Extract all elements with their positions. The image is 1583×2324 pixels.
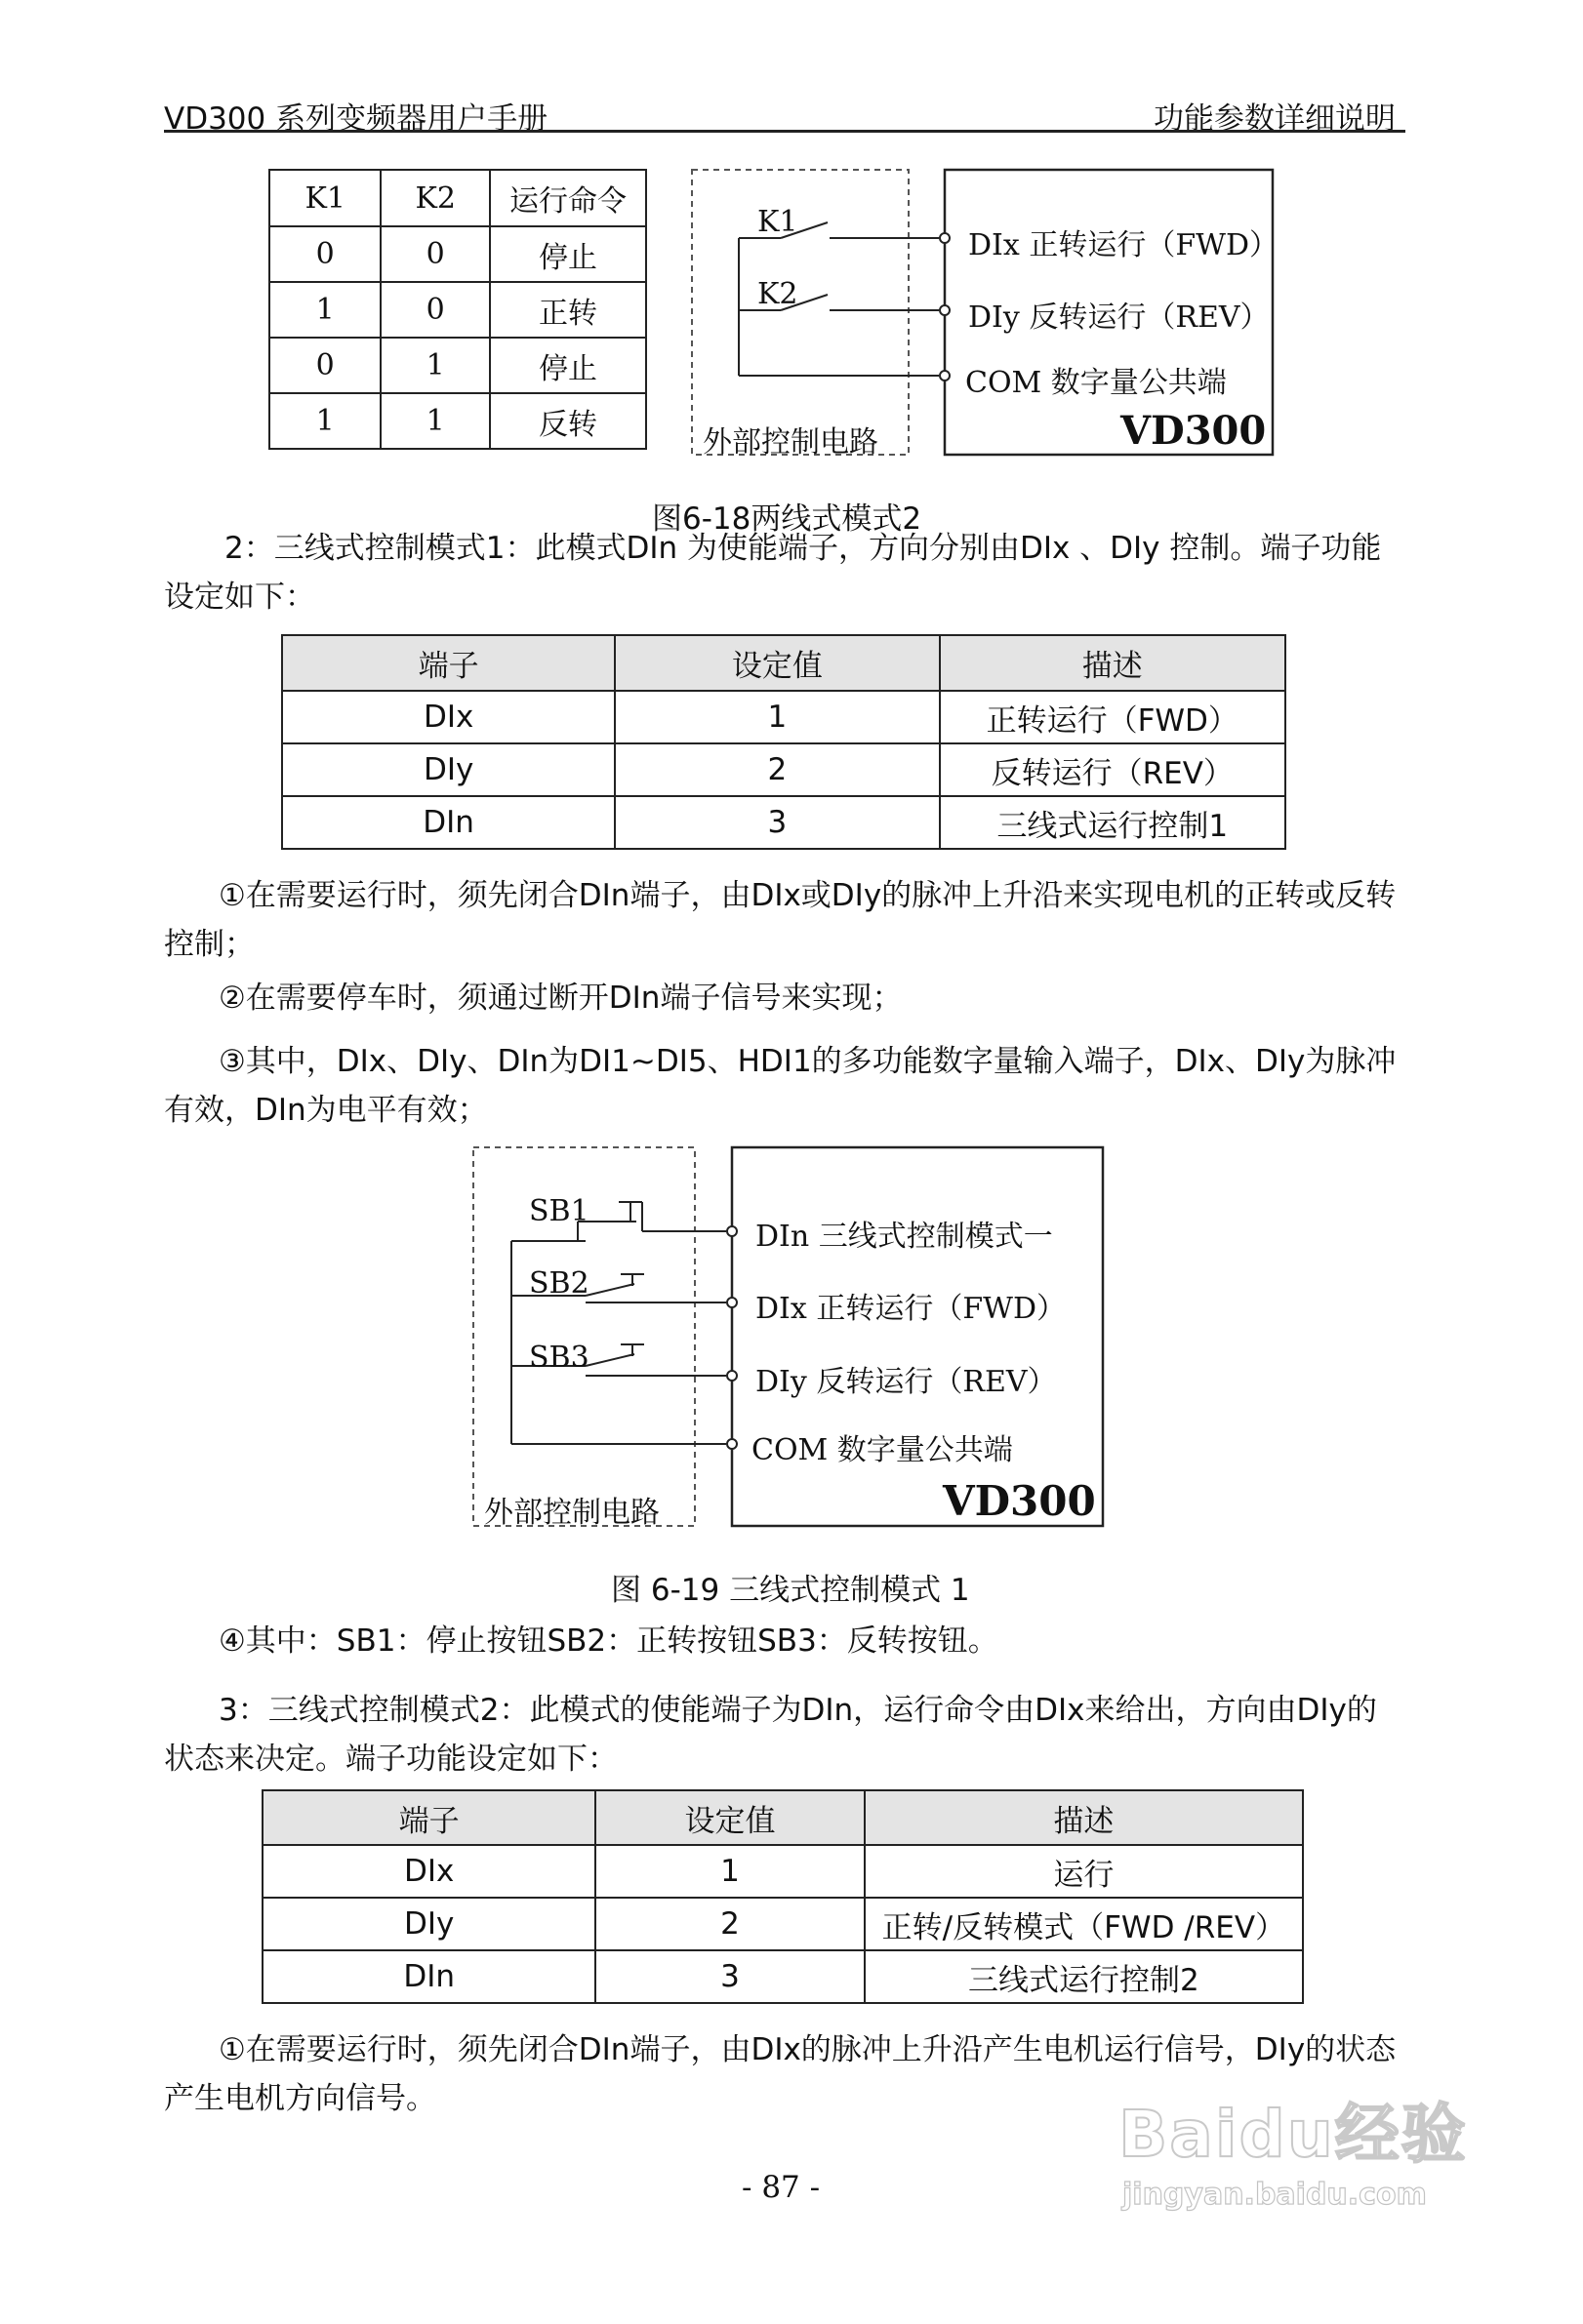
cell: 1	[595, 1845, 864, 1898]
cell: 1	[269, 393, 381, 449]
cell: 正转运行（FWD）	[940, 691, 1285, 743]
terminal-diy: DIy 反转运行（REV）	[968, 301, 1270, 335]
cell: 反转运行（REV）	[940, 743, 1285, 796]
cell: 三线式运行控制1	[940, 796, 1285, 849]
page-number: - 87 -	[742, 2170, 821, 2205]
cell: 正转/反转模式（FWD /REV）	[865, 1898, 1303, 1950]
th-terminal: 端子	[282, 635, 615, 691]
caption-6-18: 图6-18两线式模式2	[652, 501, 922, 537]
brand-label: VD300	[1120, 408, 1267, 454]
th-value: 设定值	[595, 1790, 864, 1845]
k1-label: K1	[757, 205, 798, 239]
note-2: ②在需要停车时，须通过断开DIn端子信号来实现；	[219, 981, 903, 1016]
cell: DIn	[282, 796, 615, 849]
cell: 运行	[865, 1845, 1303, 1898]
external-circuit-label: 外部控制电路	[703, 425, 878, 460]
cell: DIx	[282, 691, 615, 743]
watermark-logo: Baidu经验	[1118, 2097, 1468, 2172]
cell: 2	[595, 1898, 864, 1950]
cell: 停止	[490, 226, 646, 282]
cell: 反转	[490, 393, 646, 449]
th-desc: 描述	[865, 1790, 1303, 1845]
th-terminal: 端子	[263, 1790, 595, 1845]
header-right: 功能参数详细说明	[1154, 101, 1396, 137]
note-4: ④其中：SB1：停止按钮SB2：正转按钮SB3：反转按钮。	[219, 1623, 998, 1659]
cell: DIy	[263, 1898, 595, 1950]
cell: DIn	[263, 1950, 595, 2003]
cell: 0	[381, 282, 489, 338]
cell: 0	[381, 226, 489, 282]
terminal-table-2	[262, 1789, 1304, 2004]
cell: 1	[615, 691, 939, 743]
cell: 0	[269, 338, 381, 393]
terminal-din: DIn 三线式控制模式一	[755, 1220, 1053, 1254]
th-k2: K2	[381, 170, 489, 226]
cell: 停止	[490, 338, 646, 393]
terminal-com: COM 数字量公共端	[751, 1433, 1013, 1467]
note-5: ①在需要运行时，须先闭合DIn端子，由DIx的脉冲上升沿产生电机运行信号，DIy的状态产生电机方向信号。	[164, 2032, 1397, 2116]
k2-label: K2	[757, 277, 798, 311]
th-desc: 描述	[940, 635, 1285, 691]
cell: 0	[269, 226, 381, 282]
terminal-diy: DIy 反转运行（REV）	[755, 1365, 1057, 1399]
note-3: ③其中，DIx、DIy、DIn为DI1~DI5、HDI1的多功能数字量输入端子，DIx、DIy为脉冲有效，DIn为电平有效；	[164, 1044, 1397, 1128]
brand-label: VD300	[943, 1477, 1096, 1525]
external-circuit-label: 外部控制电路	[484, 1496, 660, 1530]
watermark-url: jingyan.baidu.com	[1122, 2178, 1427, 2212]
note-1: ①在需要运行时，须先闭合DIn端子，由DIx或DIy的脉冲上升沿来实现电机的正转或反转控制；	[164, 878, 1397, 962]
cell: DIx	[263, 1845, 595, 1898]
terminal-com: COM 数字量公共端	[965, 366, 1227, 400]
cell: 1	[269, 282, 381, 338]
cell: 3	[595, 1950, 864, 2003]
cell: 1	[381, 338, 489, 393]
cell: 三线式运行控制2	[865, 1950, 1303, 2003]
th-cmd: 运行命令	[490, 170, 646, 226]
cell: 正转	[490, 282, 646, 338]
cell: 3	[615, 796, 939, 849]
terminal-dix: DIx 正转运行（FWD）	[968, 228, 1279, 262]
header-left: VD300 系列变频器用户手册	[164, 101, 548, 137]
cell: 1	[381, 393, 489, 449]
cell: DIy	[282, 743, 615, 796]
vd300-box	[732, 1147, 1103, 1526]
sb2-label: SB2	[529, 1266, 589, 1301]
th-value: 设定值	[615, 635, 939, 691]
sb3-label: SB3	[529, 1341, 589, 1375]
paragraph-mode2: 3：三线式控制模式2：此模式的使能端子为DIn，运行命令由DIx来给出，方向由DIy的状态来决定。端子功能设定如下：	[164, 1693, 1377, 1777]
terminal-dix: DIx 正转运行（FWD）	[755, 1292, 1067, 1326]
cell: 2	[615, 743, 939, 796]
sb1-label: SB1	[529, 1194, 589, 1228]
caption-6-19: 图 6-19 三线式控制模式 1	[611, 1573, 970, 1608]
th-k1: K1	[269, 170, 381, 226]
paragraph-mode1: 2：三线式控制模式1：此模式DIn 为使能端子，方向分别由DIx 、DIy 控制。端子功能设定如下：	[164, 531, 1382, 615]
